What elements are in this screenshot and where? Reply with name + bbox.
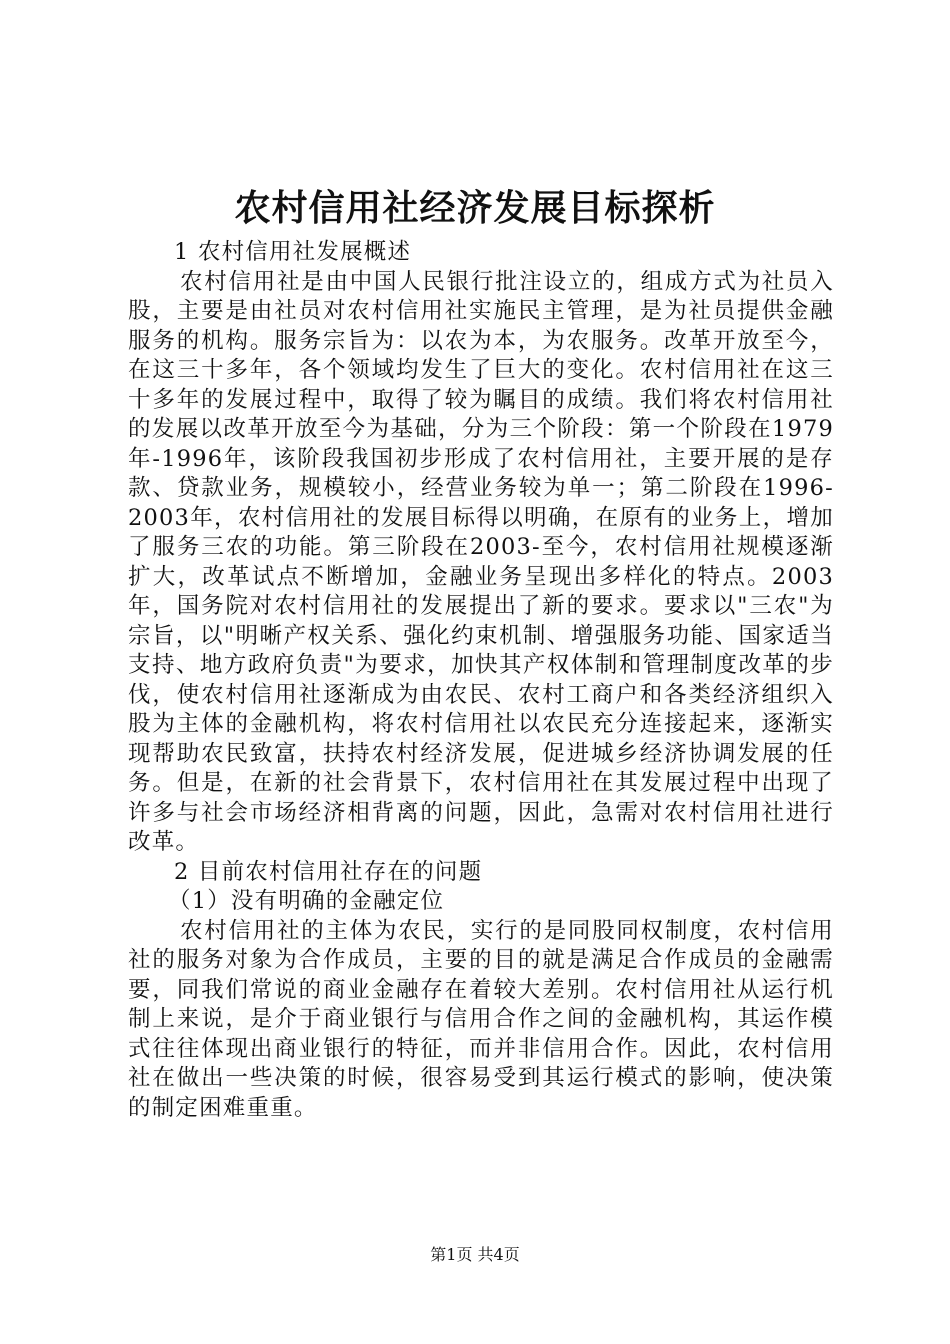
document-title: 农村信用社经济发展目标探析 (234, 188, 716, 229)
subsection-heading-1: （1）没有明确的金融定位 (168, 888, 445, 914)
section-heading-2: 2 目前农村信用社存在的问题 (174, 858, 483, 885)
document-body (128, 238, 834, 1123)
paragraph-positioning: 农村信用社的主体为农民，实行的是同股同权制度，农村信用社的服务对象为合作成员，主要的目的就是满足合作成员的金融需要，同我们常说的商业金融存在着较大差别。农村信用社从运行机制上来说，是介于商业银行与信用合作之间的金融机构，其运作模式往往体现出商业银行的特征，而并非信用合作。因此，农村信用社在做出一些决策的时候，很容易受到其运行模式的影响，使决策的制定困难重重。 (128, 917, 834, 1121)
paragraph-overview: 农村信用社是由中国人民银行批注设立的，组成方式为社员入股，主要是由社员对农村信用社实施民主管理，是为社员提供金融服务的机构。服务宗旨为：以农为本，为农服务。改革开放至今，在这三十多年，各个领域均发生了巨大的变化。农村信用社在这三十多年的发展过程中，取得了较为瞩目的成绩。我们将农村信用社的发展以改革开放至今为基础，分为三个阶段：第一个阶段在1979年-1996年，该阶段我国初步形成了农村信用社，主要开展的是存款、贷款业务，规模较小，经营业务较为单一；第二阶段在1996-2003年，农村信用社的发展目标得以明确，在原有的业务上，增加了服务三农的功能。第三阶段在2003-至今，农村信用社规模逐渐扩大，改革试点不断增加，金融业务呈现出多样化的特点。2003年，国务院对农村信用社的发展提出了新的要求。要求以"三农"为宗旨，以"明晰产权关系、强化约束机制、增强服务功能、国家适当支持、地方政府负责"为要求，加快其产权体制和管理制度改革的步伐，使农村信用社逐渐成为由农民、农村工商户和各类经济组织入股为主体的金融机构，将农村信用社以农民充分连接起来，逐渐实现帮助农民致富，扶持农村经济发展，促进城乡经济协调发展的任务。但是，在新的社会背景下，农村信用社在其发展过程中出现了许多与社会市场经济相背离的问题，因此，急需对农村信用社进行改革。 (128, 268, 834, 855)
page-number-footer: 第1页 共4页 (430, 1245, 520, 1264)
section-heading-1: 1 农村信用社发展概述 (174, 239, 412, 265)
